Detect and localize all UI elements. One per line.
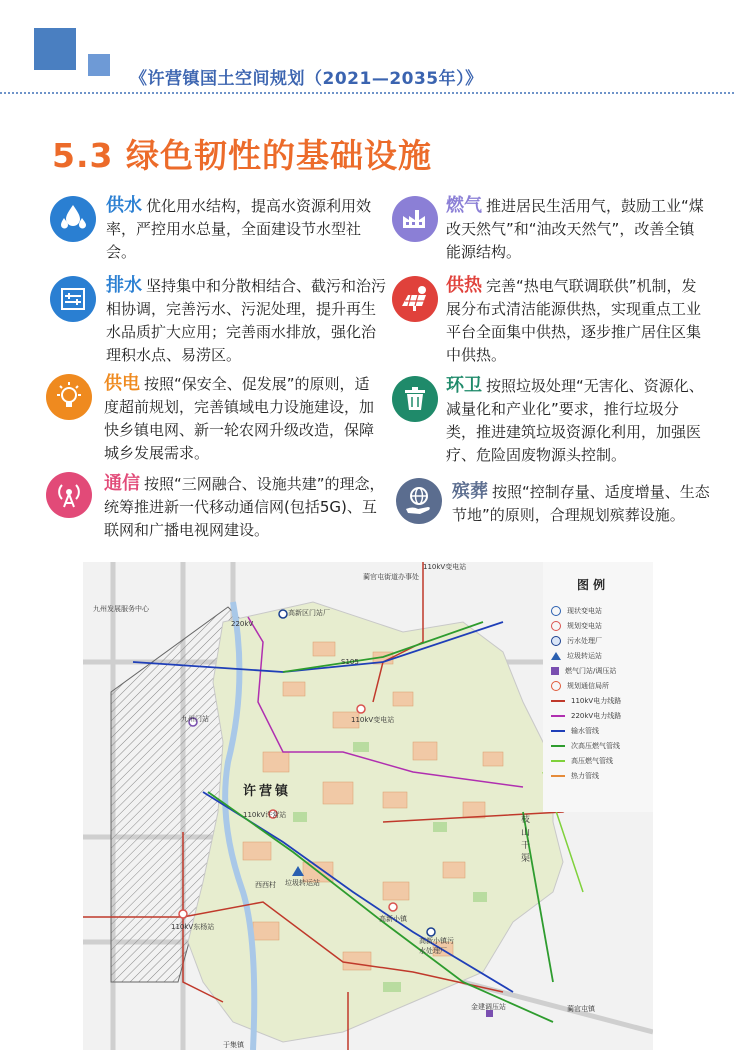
item-head: 通信 [104,473,140,494]
item-sanitation [446,374,708,467]
map-label-jinjian: 金建调压站 [471,1003,506,1011]
map-label-220kv: 220kV [231,620,254,628]
item-gas [446,194,708,264]
legend-item: 垃圾转运站 [551,651,602,661]
legend-item: 规划变电站 [551,621,602,631]
legend-item: 次高压燃气管线 [551,741,620,751]
legend-item: 污水处理厂 [551,636,602,646]
item-head: 供电 [104,373,140,394]
legend-item: 规划通信局所 [551,681,609,691]
header-decor-square-large [34,28,76,70]
map-legend [543,562,653,812]
map-label-substation-n: 110kV变电站 [423,563,467,571]
map-label-xicun: 西西村 [255,881,276,889]
map-label-110kv-sw: 110kV东杨站 [171,923,215,931]
map-label-ducheng: 蔺官屯街道办事处 [363,573,419,581]
solar-heat-icon [392,276,438,322]
map-label-gaoxin-town: 高新小镇 [379,915,407,923]
item-head: 供水 [106,195,142,216]
map-label-yuji: 于集镇 [223,1041,244,1049]
document-title: 《许营镇国土空间规划（2021—2035年）》 [130,69,483,89]
section-title: 5.3 绿色韧性的基础设施 [52,136,432,175]
map-label-gas-station: 高新区门站厂 [288,609,330,617]
item-funeral [452,480,710,527]
legend-item: 110kV电力线路 [551,696,621,706]
water-drops-icon [50,196,96,242]
header-divider [0,92,734,94]
item-heating [446,274,710,367]
legend-item: 高压燃气管线 [551,756,613,766]
item-text: 按照“三网融合、设施共建”的理念，统筹推进新一代移动通信网(包括5G)、互联网和广播电视网建设。 [104,475,385,539]
item-water-supply [106,194,388,264]
legend-item: 220kV电力线路 [551,711,621,721]
map-label-substation-xy: 110kV许营站 [243,811,287,819]
drainage-pipe-icon [50,276,96,322]
item-head: 燃气 [446,195,482,216]
legend-item: 现状变电站 [551,606,602,616]
item-power [104,372,374,465]
item-text: 按照垃圾处理“无害化、资源化、减量化和产业化”要求，推行垃圾分类，推进建筑垃圾资源化利用，加强医疗、危险固废物源头控制。 [446,377,704,464]
item-telecom [104,472,388,542]
legend-item: 热力管线 [551,771,599,781]
header-decor-square-small [88,54,110,76]
legend-title: 图 例 [577,578,606,592]
item-text: 按照“保安全、促发展”的原则，适度超前规划，完善镇域电力设施建设，加快乡镇电网、新一轮农网升级改造，保障城乡发展需求。 [104,375,375,462]
signal-tower-icon [46,472,92,518]
map-label-trash-station: 垃圾转运站 [285,879,320,887]
map-label-jiuzhou-gas: 九州门站 [181,715,209,723]
infrastructure-map [83,562,653,1050]
item-head: 排水 [106,275,142,296]
item-text: 坚持集中和分散相结合、截污和治污相协调，完善污水、污泥处理，提升再生水品质扩大应用；完善雨水排放，强化治理积水点、易涝区。 [106,277,387,364]
item-drainage [106,274,388,367]
light-bulb-icon [46,374,92,420]
map-label-s105: S105 [341,658,359,666]
map-label-sewage: 高新小镇污水处理厂 [419,937,454,955]
map-label-yuguan: 蔺官屯镇 [567,1005,595,1013]
item-text: 推进居民生活用气，鼓励工业“煤改天然气”和“油改天然气”，改善全镇能源结构。 [446,197,704,261]
item-text: 按照“控制存量、适度增量、生态节地”的原则，合理规划殡葬设施。 [452,483,710,524]
item-head: 供热 [446,275,482,296]
item-head: 环卫 [446,375,482,396]
map-label-jiuzhou: 九州发展服务中心 [93,605,149,613]
legend-item: 燃气门站/调压站 [551,666,616,676]
trash-bin-icon [392,376,438,422]
map-label-town: 许营镇 [243,784,292,799]
map-label-canal: 枝山干渠 [521,815,531,864]
item-head: 殡葬 [452,481,488,502]
item-text: 优化用水结构，提高水资源利用效率，严控用水总量，全面建设节水型社会。 [106,197,372,261]
item-text: 完善“热电气联调联供”机制，发展分布式清洁能源供热，实现重点工业平台全面集中供热，逐步推广居住区集中供热。 [446,277,702,364]
globe-hand-icon [396,478,442,524]
gas-factory-icon [392,196,438,242]
map-label-substation-c: 110kV变电站 [351,716,395,724]
legend-item: 输水管线 [551,726,599,736]
